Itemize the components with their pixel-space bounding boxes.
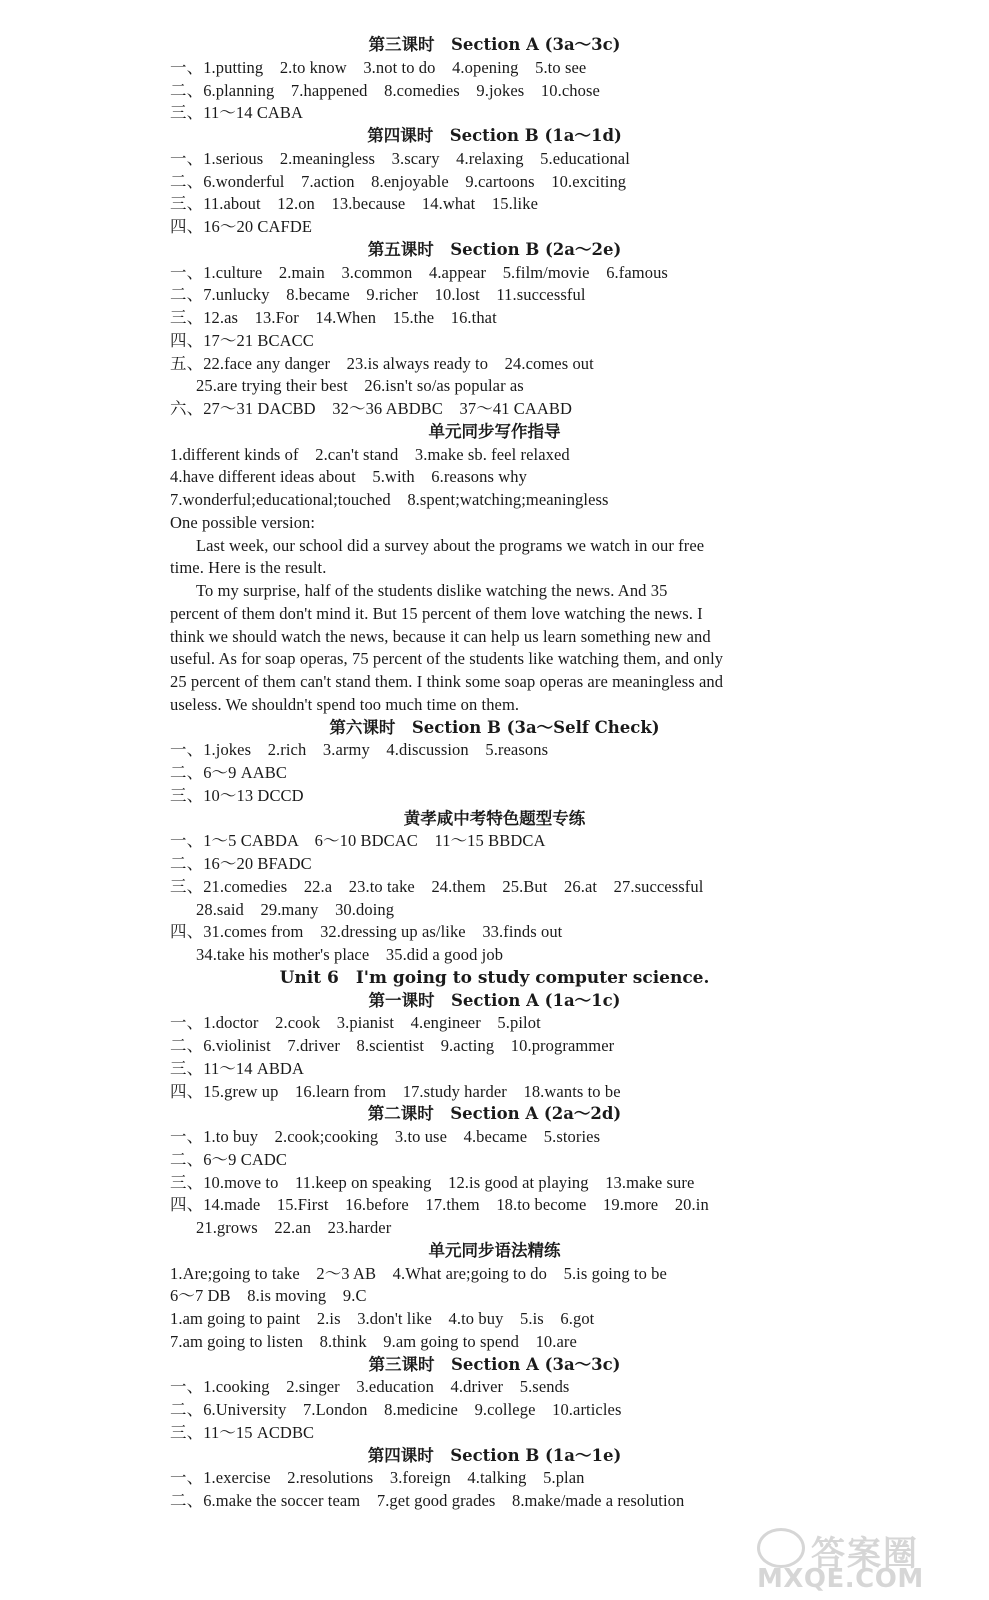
answer-line: 一、1.to buy 2.cook;cooking 3.to use 4.became 5.stories	[170, 1127, 601, 1146]
section-heading: 第二课时 Section A (2a～2d)	[367, 1104, 622, 1124]
watermark-circle-icon	[757, 1528, 805, 1568]
answer-line: 三、11～15 ACDBC	[170, 1422, 315, 1442]
section-heading: 单元同步写作指导	[428, 421, 561, 441]
answer-line-indented: To my surprise, half of the students dislike watching the news. And 35	[196, 581, 668, 600]
answer-line: 三、10～13 DCCD	[170, 785, 304, 805]
answer-line: 三、10.move to 11.keep on speaking 12.is good at playing 13.make sure	[170, 1172, 695, 1192]
unit-title: Unit 6 I'm going to study computer science.	[279, 967, 710, 988]
answer-line-indented: 28.said 29.many 30.doing	[196, 899, 395, 919]
answer-line: 三、11.about 12.on 13.because 14.what 15.like	[170, 194, 539, 214]
section-heading: 第六课时 Section B (3a～Self Check)	[329, 717, 660, 737]
watermark-url: MXQE.COM	[757, 1564, 924, 1594]
answer-line-indented: 21.grows 22.an 23.harder	[196, 1218, 392, 1237]
section-heading: 第一课时 Section A (1a～1c)	[368, 990, 621, 1010]
answer-line: 四、17～21 BCACC	[170, 330, 314, 350]
answer-line: 一、1.serious 2.meaningless 3.scary 4.relaxing 5.educational	[170, 148, 630, 168]
answer-line: time. Here is the result.	[170, 558, 327, 578]
answer-line: 1.Are;going to take 2～3 AB 4.What are;going to do 5.is going to be	[170, 1263, 667, 1283]
answer-line: 一、1.doctor 2.cook 3.pianist 4.engineer 5.pilot	[170, 1013, 541, 1033]
answer-line: 一、1.cooking 2.singer 3.education 4.driver 5.sends	[170, 1377, 570, 1397]
answer-line: 二、6.make the soccer team 7.get good grades 8.make/made a resolution	[170, 1491, 685, 1510]
answer-line: 1.am going to paint 2.is 3.don't like 4.to buy 5.is 6.got	[170, 1309, 595, 1328]
answer-line: 一、1.culture 2.main 3.common 4.appear 5.film/movie 6.famous	[170, 262, 668, 282]
answer-line: 二、6.University 7.London 8.medicine 9.college 10.articles	[170, 1400, 622, 1419]
answer-line: 四、15.grew up 16.learn from 17.study harder 18.wants to be	[170, 1081, 621, 1101]
answer-line: 三、11～14 ABDA	[170, 1058, 304, 1078]
section-heading: 第三课时 Section A (3a～3c)	[368, 1354, 621, 1374]
answer-line: percent of them don't mind it. But 15 percent of them love watching the news. I	[170, 603, 703, 623]
answer-line-indented: 34.take his mother's place 35.did a good job	[196, 945, 504, 964]
answer-line: 四、31.comes from 32.dressing up as/like 33.finds out	[170, 922, 563, 942]
section-heading: 第四课时 Section B (1a～1e)	[367, 1445, 622, 1465]
answer-line: think we should watch the news, because it can help us learn something new and	[170, 626, 711, 646]
answer-line: 三、12.as 13.For 14.When 15.the 16.that	[170, 308, 497, 327]
answer-line: 二、6.violinist 7.driver 8.scientist 9.acting 10.programmer	[170, 1036, 615, 1055]
watermark-chinese: 答案圈	[811, 1534, 919, 1574]
answer-line: 三、11～14 CABA	[170, 103, 304, 123]
answer-line: One possible version:	[170, 512, 316, 532]
answer-line: useless. We shouldn't spend too much time on them.	[170, 694, 520, 714]
section-heading: 黄孝咸中考特色题型专练	[403, 808, 586, 828]
answer-line-indented: 25.are trying their best 26.isn't so/as popular as	[196, 376, 524, 396]
section-heading: 第四课时 Section B (1a～1d)	[367, 126, 622, 145]
answer-line: 一、1.putting 2.to know 3.not to do 4.opening 5.to see	[170, 57, 587, 77]
answer-line: 6～7 DB 8.is moving 9.C	[170, 1286, 367, 1306]
answer-line: 四、14.made 15.First 16.before 17.them 18.to become 19.more 20.in	[170, 1195, 709, 1215]
answer-line: 一、1～5 CABDA 6～10 BDCAC 11～15 BBDCA	[170, 831, 546, 851]
answer-line: 三、21.comedies 22.a 23.to take 24.them 25.But 26.at 27.successful	[170, 876, 704, 896]
answer-line: 四、16～20 CAFDE	[170, 217, 313, 236]
section-heading: 第五课时 Section B (2a～2e)	[367, 239, 622, 259]
answer-line: useful. As for soap operas, 75 percent of the students like watching them, and only	[170, 649, 724, 669]
section-heading: 第三课时 Section A (3a～3c)	[368, 35, 621, 54]
answer-line: 五、22.face any danger 23.is always ready to 24.comes out	[170, 353, 594, 373]
answer-line: 25 percent of them can't stand them. I think some soap operas are meaningless and	[170, 672, 724, 691]
answer-line: 二、6～9 CADC	[170, 1149, 287, 1169]
answer-line: 7.wonderful;educational;touched 8.spent;watching;meaningless	[170, 490, 609, 509]
answer-line: 二、16～20 BFADC	[170, 854, 312, 873]
answer-line: 六、27～31 DACBD 32～36 ABDBC 37～41 CAABD	[170, 399, 573, 418]
answer-line: 二、7.unlucky 8.became 9.richer 10.lost 11.successful	[170, 285, 586, 305]
answer-line: 一、1.jokes 2.rich 3.army 4.discussion 5.reasons	[170, 740, 549, 760]
answer-line: 二、6.wonderful 7.action 8.enjoyable 9.cartoons 10.exciting	[170, 171, 627, 191]
answer-line: 7.am going to listen 8.think 9.am going to spend 10.are	[170, 1331, 577, 1351]
answer-line: 一、1.exercise 2.resolutions 3.foreign 4.talking 5.plan	[170, 1468, 585, 1488]
answer-line: 二、6～9 AABC	[170, 763, 287, 782]
section-heading: 单元同步语法精练	[428, 1240, 561, 1260]
answer-line: 二、6.planning 7.happened 8.comedies 9.jokes 10.chose	[170, 80, 600, 100]
watermark-logo	[749, 1526, 979, 1592]
answer-line-indented: Last week, our school did a survey about the programs we watch in our free	[196, 535, 705, 555]
answer-line: 4.have different ideas about 5.with 6.reasons why	[170, 467, 527, 487]
answer-line: 1.different kinds of 2.can't stand 3.make sb. feel relaxed	[170, 444, 570, 464]
